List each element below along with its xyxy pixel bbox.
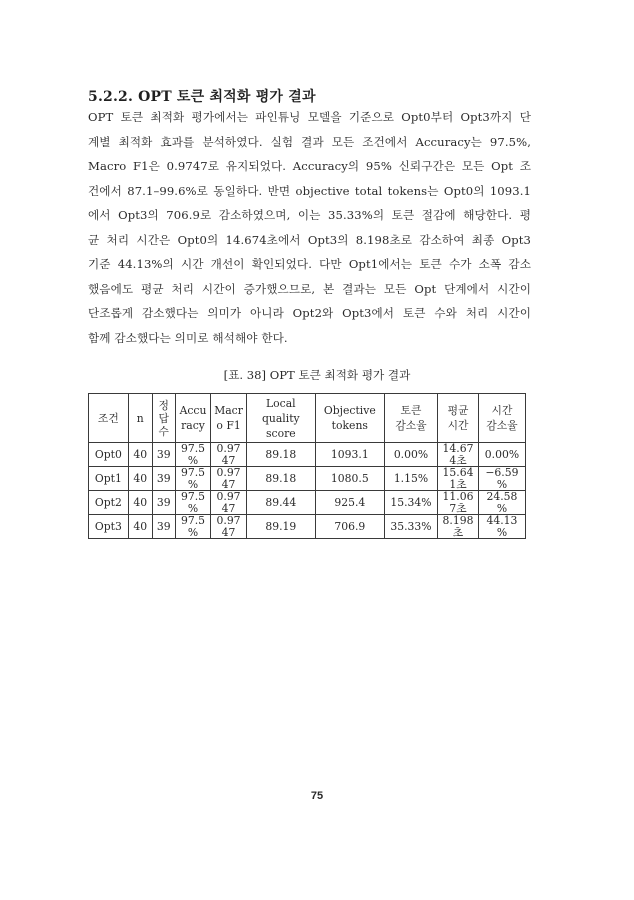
cell-n: 40: [128, 491, 152, 515]
cell-objective-tokens: 706.9: [315, 515, 384, 539]
section-heading: 5.2.2. OPT 토큰 최적화 평가 결과: [88, 89, 316, 105]
cell-correct: 39: [152, 491, 175, 515]
cell-n: 40: [128, 443, 152, 467]
cell-accuracy: 97.5 %: [175, 443, 211, 467]
cell-condition: Opt0: [89, 443, 129, 467]
header-cell: n: [128, 394, 152, 443]
cell-avg-time: 8.198 초: [438, 515, 479, 539]
header-cell: 토큰 감소율: [384, 394, 437, 443]
cell-time-reduction: 24.58 %: [478, 491, 525, 515]
cell-n: 40: [128, 467, 152, 491]
body-paragraph: [88, 105, 531, 350]
body-line: 단조롭게 감소했다는 의미가 아니라 Opt2와 Opt3에서 토큰 수와 처리 시간이: [88, 306, 531, 320]
cell-token-reduction: 15.34%: [384, 491, 437, 515]
header-cell: Accu racy: [175, 394, 211, 443]
cell-macro-f1: 0.97 47: [211, 491, 247, 515]
cell-token-reduction: 0.00%: [384, 443, 437, 467]
cell-token-reduction: 35.33%: [384, 515, 437, 539]
cell-avg-time: 11.06 7초: [438, 491, 479, 515]
cell-macro-f1: 0.97 47: [211, 515, 247, 539]
header-cell: Objective tokens: [315, 394, 384, 443]
cell-local-quality: 89.19: [246, 515, 315, 539]
cell-correct: 39: [152, 515, 175, 539]
cell-objective-tokens: 925.4: [315, 491, 384, 515]
cell-objective-tokens: 1080.5: [315, 467, 384, 491]
body-line: 계별 최적화 효과를 분석하였다. 실험 결과 모든 조건에서 Accuracy는 97.5%,: [88, 134, 531, 149]
header-cell: Macr o F1: [211, 394, 247, 443]
cell-objective-tokens: 1093.1: [315, 443, 384, 467]
cell-accuracy: 97.5 %: [175, 515, 211, 539]
cell-time-reduction: 0.00%: [478, 443, 525, 467]
header-cell: 시간 감소율: [478, 394, 525, 443]
body-line: 에서 Opt3의 706.9로 감소하였으며, 이는 35.33%의 토큰 절감에 해당한다. 평: [88, 208, 531, 222]
body-line: Macro F1은 0.9747로 유지되었다. Accuracy의 95% 신뢰구간은 모든 Opt 조: [88, 159, 531, 173]
cell-macro-f1: 0.97 47: [211, 467, 247, 491]
cell-correct: 39: [152, 443, 175, 467]
cell-n: 40: [128, 515, 152, 539]
body-line: OPT 토큰 최적화 평가에서는 파인튜닝 모델을 기준으로 Opt0부터 Opt3까지 단: [88, 110, 531, 124]
header-cell: 평균 시간: [438, 394, 479, 443]
header-cell: Local quality score: [246, 394, 315, 443]
table-row: [89, 443, 526, 467]
cell-token-reduction: 1.15%: [384, 467, 437, 491]
table-caption: [표. 38] OPT 토큰 최적화 평가 결과: [223, 368, 411, 382]
cell-local-quality: 89.18: [246, 467, 315, 491]
body-line: 균 처리 시간은 Opt0의 14.674초에서 Opt3의 8.198초로 감소하여 최종 Opt3: [88, 232, 531, 247]
header-cell: 정 답 수: [152, 394, 175, 443]
header-cell: 조건: [89, 394, 129, 443]
cell-condition: Opt2: [89, 491, 129, 515]
table-row: [89, 467, 526, 491]
cell-accuracy: 97.5 %: [175, 467, 211, 491]
body-line: 건에서 87.1–99.6%로 동일하다. 반면 objective total tokens는 Opt0의 1093.1: [88, 183, 531, 198]
cell-time-reduction: −6.59 %: [478, 467, 525, 491]
cell-condition: Opt1: [89, 467, 129, 491]
opt-results-table: [88, 393, 526, 539]
table-header-row: [89, 394, 526, 443]
body-line: 기준 44.13%의 시간 개선이 확인되었다. 다만 Opt1에서는 토큰 수가 소폭 감소: [88, 257, 531, 271]
cell-correct: 39: [152, 467, 175, 491]
body-line: 함께 감소했다는 의미로 해석해야 한다.: [88, 330, 288, 345]
table-row: [89, 491, 526, 515]
table-row: [89, 515, 526, 539]
body-line: 했음에도 평균 처리 시간이 증가했으므로, 본 결과는 모든 Opt 단계에서 시간이: [88, 281, 531, 296]
cell-avg-time: 15.64 1초: [438, 467, 479, 491]
cell-time-reduction: 44.13 %: [478, 515, 525, 539]
cell-macro-f1: 0.97 47: [211, 443, 247, 467]
cell-local-quality: 89.18: [246, 443, 315, 467]
cell-condition: Opt3: [89, 515, 129, 539]
cell-avg-time: 14.67 4초: [438, 443, 479, 467]
cell-accuracy: 97.5 %: [175, 491, 211, 515]
cell-local-quality: 89.44: [246, 491, 315, 515]
page-number: 75: [310, 790, 324, 802]
